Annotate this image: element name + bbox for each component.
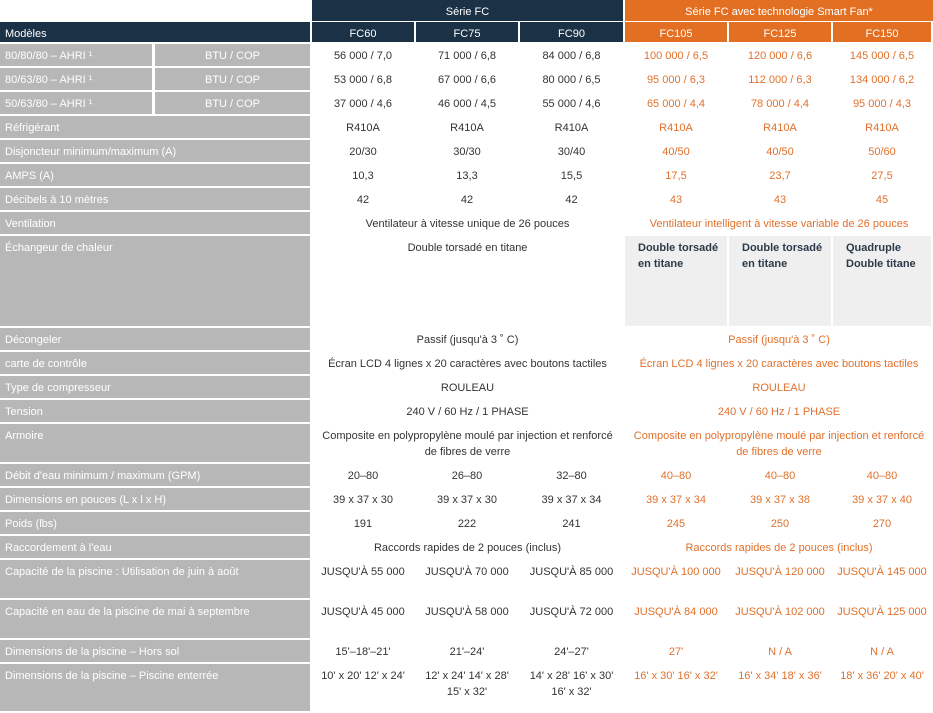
table-cell: R410A: [520, 116, 623, 138]
row-label: 50/63/80 – AHRI ¹: [0, 92, 152, 114]
table-cell: 40–80: [625, 464, 727, 486]
row-sublabel: BTU / COP: [155, 44, 310, 66]
row-label: Débit d'eau minimum / maximum (GPM): [0, 464, 310, 486]
row-label: Réfrigérant: [0, 116, 310, 138]
table-cell: JUSQU'À 72 000: [520, 600, 623, 638]
table-cell: 21'–24': [416, 640, 518, 662]
table-cell: 16' x 30' 16' x 32': [625, 664, 727, 711]
heat-exchanger-cell: Double torsadé en titane: [729, 236, 831, 326]
table-cell: 40–80: [729, 464, 831, 486]
sf-merged-cell: Raccords rapides de 2 pouces (inclus): [625, 536, 933, 558]
table-cell: 245: [625, 512, 727, 534]
model-header-4: FC105: [625, 22, 727, 42]
row-sublabel: BTU / COP: [155, 92, 310, 114]
model-header-6: FC150: [833, 22, 931, 42]
table-cell: 145 000 / 6,5: [833, 44, 931, 66]
fc-merged-cell: Raccords rapides de 2 pouces (inclus): [312, 536, 623, 558]
table-cell: 16' x 34' 18' x 36': [729, 664, 831, 711]
sf-merged-cell: Passif (jusqu'à 3 ˚ C): [625, 328, 933, 350]
table-cell: 42: [416, 188, 518, 210]
row-label: Capacité de la piscine : Utilisation de juin à août: [0, 560, 310, 598]
table-cell: JUSQU'À 120 000: [729, 560, 831, 598]
table-cell: 23,7: [729, 164, 831, 186]
table-cell: 13,3: [416, 164, 518, 186]
row-label: Type de compresseur: [0, 376, 310, 398]
row-label: 80/63/80 – AHRI ¹: [0, 68, 152, 90]
table-cell: 78 000 / 4,4: [729, 92, 831, 114]
table-cell: 20–80: [312, 464, 414, 486]
table-cell: 39 x 37 x 34: [625, 488, 727, 510]
sf-merged-cell: Écran LCD 4 lignes x 20 caractères avec boutons tactiles: [625, 352, 933, 374]
table-cell: 100 000 / 6,5: [625, 44, 727, 66]
table-cell: 37 000 / 4,6: [312, 92, 414, 114]
table-cell: R410A: [625, 116, 727, 138]
table-cell: 65 000 / 4,4: [625, 92, 727, 114]
table-cell: 84 000 / 6,8: [520, 44, 623, 66]
model-header-5: FC125: [729, 22, 831, 42]
heat-exchanger-cell: Quadruple Double titane: [833, 236, 931, 326]
table-cell: N / A: [833, 640, 931, 662]
fc-merged-cell: 240 V / 60 Hz / 1 PHASE: [312, 400, 623, 422]
table-cell: R410A: [416, 116, 518, 138]
row-label: Capacité en eau de la piscine de mai à septembre: [0, 600, 310, 638]
table-cell: 45: [833, 188, 931, 210]
row-label: Échangeur de chaleur: [0, 236, 310, 326]
table-cell: 39 x 37 x 38: [729, 488, 831, 510]
table-cell: 17,5: [625, 164, 727, 186]
table-cell: 18' x 36' 20' x 40': [833, 664, 931, 711]
table-cell: 241: [520, 512, 623, 534]
row-sublabel: BTU / COP: [155, 68, 310, 90]
table-cell: 191: [312, 512, 414, 534]
model-header-3: FC90: [520, 22, 623, 42]
table-cell: 43: [729, 188, 831, 210]
table-cell: 112 000 / 6,3: [729, 68, 831, 90]
table-cell: 30/30: [416, 140, 518, 162]
table-cell: JUSQU'À 102 000: [729, 600, 831, 638]
table-cell: 67 000 / 6,6: [416, 68, 518, 90]
table-cell: JUSQU'À 45 000: [312, 600, 414, 638]
table-cell: 32–80: [520, 464, 623, 486]
table-cell: 12' x 24' 14' x 28' 15' x 32': [416, 664, 518, 711]
table-cell: 120 000 / 6,6: [729, 44, 831, 66]
table-cell: 39 x 37 x 34: [520, 488, 623, 510]
model-header-2: FC75: [416, 22, 518, 42]
table-cell: 26–80: [416, 464, 518, 486]
table-cell: 40–80: [833, 464, 931, 486]
table-cell: N / A: [729, 640, 831, 662]
row-label: Poids (lbs): [0, 512, 310, 534]
table-cell: 24'–27': [520, 640, 623, 662]
table-cell: 10,3: [312, 164, 414, 186]
row-label: carte de contrôle: [0, 352, 310, 374]
table-cell: R410A: [833, 116, 931, 138]
row-label: Tension: [0, 400, 310, 422]
row-label: AMPS (A): [0, 164, 310, 186]
fc-merged-cell: Écran LCD 4 lignes x 20 caractères avec boutons tactiles: [312, 352, 623, 374]
table-cell: 134 000 / 6,2: [833, 68, 931, 90]
table-cell: 39 x 37 x 40: [833, 488, 931, 510]
table-cell: 80 000 / 6,5: [520, 68, 623, 90]
table-cell: JUSQU'À 84 000: [625, 600, 727, 638]
row-label: Raccordement à l'eau: [0, 536, 310, 558]
table-cell: 250: [729, 512, 831, 534]
table-cell: R410A: [312, 116, 414, 138]
fc-merged-cell: ROULEAU: [312, 376, 623, 398]
table-cell: 15'–18'–21': [312, 640, 414, 662]
table-cell: 95 000 / 4,3: [833, 92, 931, 114]
table-cell: JUSQU'À 100 000: [625, 560, 727, 598]
row-label: 80/80/80 – AHRI ¹: [0, 44, 152, 66]
fc-series-header: Série FC: [312, 0, 623, 21]
sf-merged-cell: Composite en polypropylène moulé par injection et renforcé de fibres de verre: [625, 424, 933, 462]
sf-merged-cell: ROULEAU: [625, 376, 933, 398]
table-cell: 53 000 / 6,8: [312, 68, 414, 90]
fc-merged-cell: Double torsadé en titane: [312, 236, 623, 326]
table-cell: 27': [625, 640, 727, 662]
table-cell: 40/50: [625, 140, 727, 162]
row-label: Dimensions de la piscine – Piscine enterrée: [0, 664, 310, 711]
table-cell: 14' x 28' 16' x 30' 16' x 32': [520, 664, 623, 711]
table-cell: 222: [416, 512, 518, 534]
table-cell: 95 000 / 6,3: [625, 68, 727, 90]
table-cell: JUSQU'À 58 000: [416, 600, 518, 638]
table-cell: 27,5: [833, 164, 931, 186]
table-cell: 20/30: [312, 140, 414, 162]
table-cell: JUSQU'À 125 000: [833, 600, 931, 638]
table-cell: 30/40: [520, 140, 623, 162]
fc-merged-cell: Passif (jusqu'à 3 ˚ C): [312, 328, 623, 350]
sf-merged-cell: Ventilateur intelligent à vitesse variable de 26 pouces: [625, 212, 933, 234]
fc-merged-cell: Ventilateur à vitesse unique de 26 pouces: [312, 212, 623, 234]
table-cell: 39 x 37 x 30: [312, 488, 414, 510]
row-label: Ventilation: [0, 212, 310, 234]
sf-merged-cell: 240 V / 60 Hz / 1 PHASE: [625, 400, 933, 422]
table-cell: 46 000 / 4,5: [416, 92, 518, 114]
table-cell: JUSQU'À 85 000: [520, 560, 623, 598]
table-cell: 50/60: [833, 140, 931, 162]
table-cell: 15,5: [520, 164, 623, 186]
smartfan-series-header: Série FC avec technologie Smart Fan*: [625, 0, 933, 21]
fc-merged-cell: Composite en polypropylène moulé par injection et renforcé de fibres de verre: [312, 424, 623, 462]
models-label: Modèles: [0, 22, 310, 42]
row-label: Armoire: [0, 424, 310, 462]
table-cell: 39 x 37 x 30: [416, 488, 518, 510]
row-label: Disjoncteur minimum/maximum (A): [0, 140, 310, 162]
table-cell: 42: [520, 188, 623, 210]
heat-exchanger-cell: Double torsadé en titane: [625, 236, 727, 326]
table-cell: JUSQU'À 145 000: [833, 560, 931, 598]
row-label: Décongeler: [0, 328, 310, 350]
table-cell: 56 000 / 7,0: [312, 44, 414, 66]
table-cell: JUSQU'À 55 000: [312, 560, 414, 598]
table-cell: R410A: [729, 116, 831, 138]
table-cell: 43: [625, 188, 727, 210]
row-label: Décibels à 10 mètres: [0, 188, 310, 210]
table-cell: 40/50: [729, 140, 831, 162]
row-label: Dimensions en pouces (L x l x H): [0, 488, 310, 510]
model-header-1: FC60: [312, 22, 414, 42]
table-cell: 42: [312, 188, 414, 210]
table-cell: 71 000 / 6,8: [416, 44, 518, 66]
row-label: Dimensions de la piscine – Hors sol: [0, 640, 310, 662]
table-cell: JUSQU'À 70 000: [416, 560, 518, 598]
table-cell: 270: [833, 512, 931, 534]
table-cell: 10' x 20' 12' x 24': [312, 664, 414, 711]
table-cell: 55 000 / 4,6: [520, 92, 623, 114]
